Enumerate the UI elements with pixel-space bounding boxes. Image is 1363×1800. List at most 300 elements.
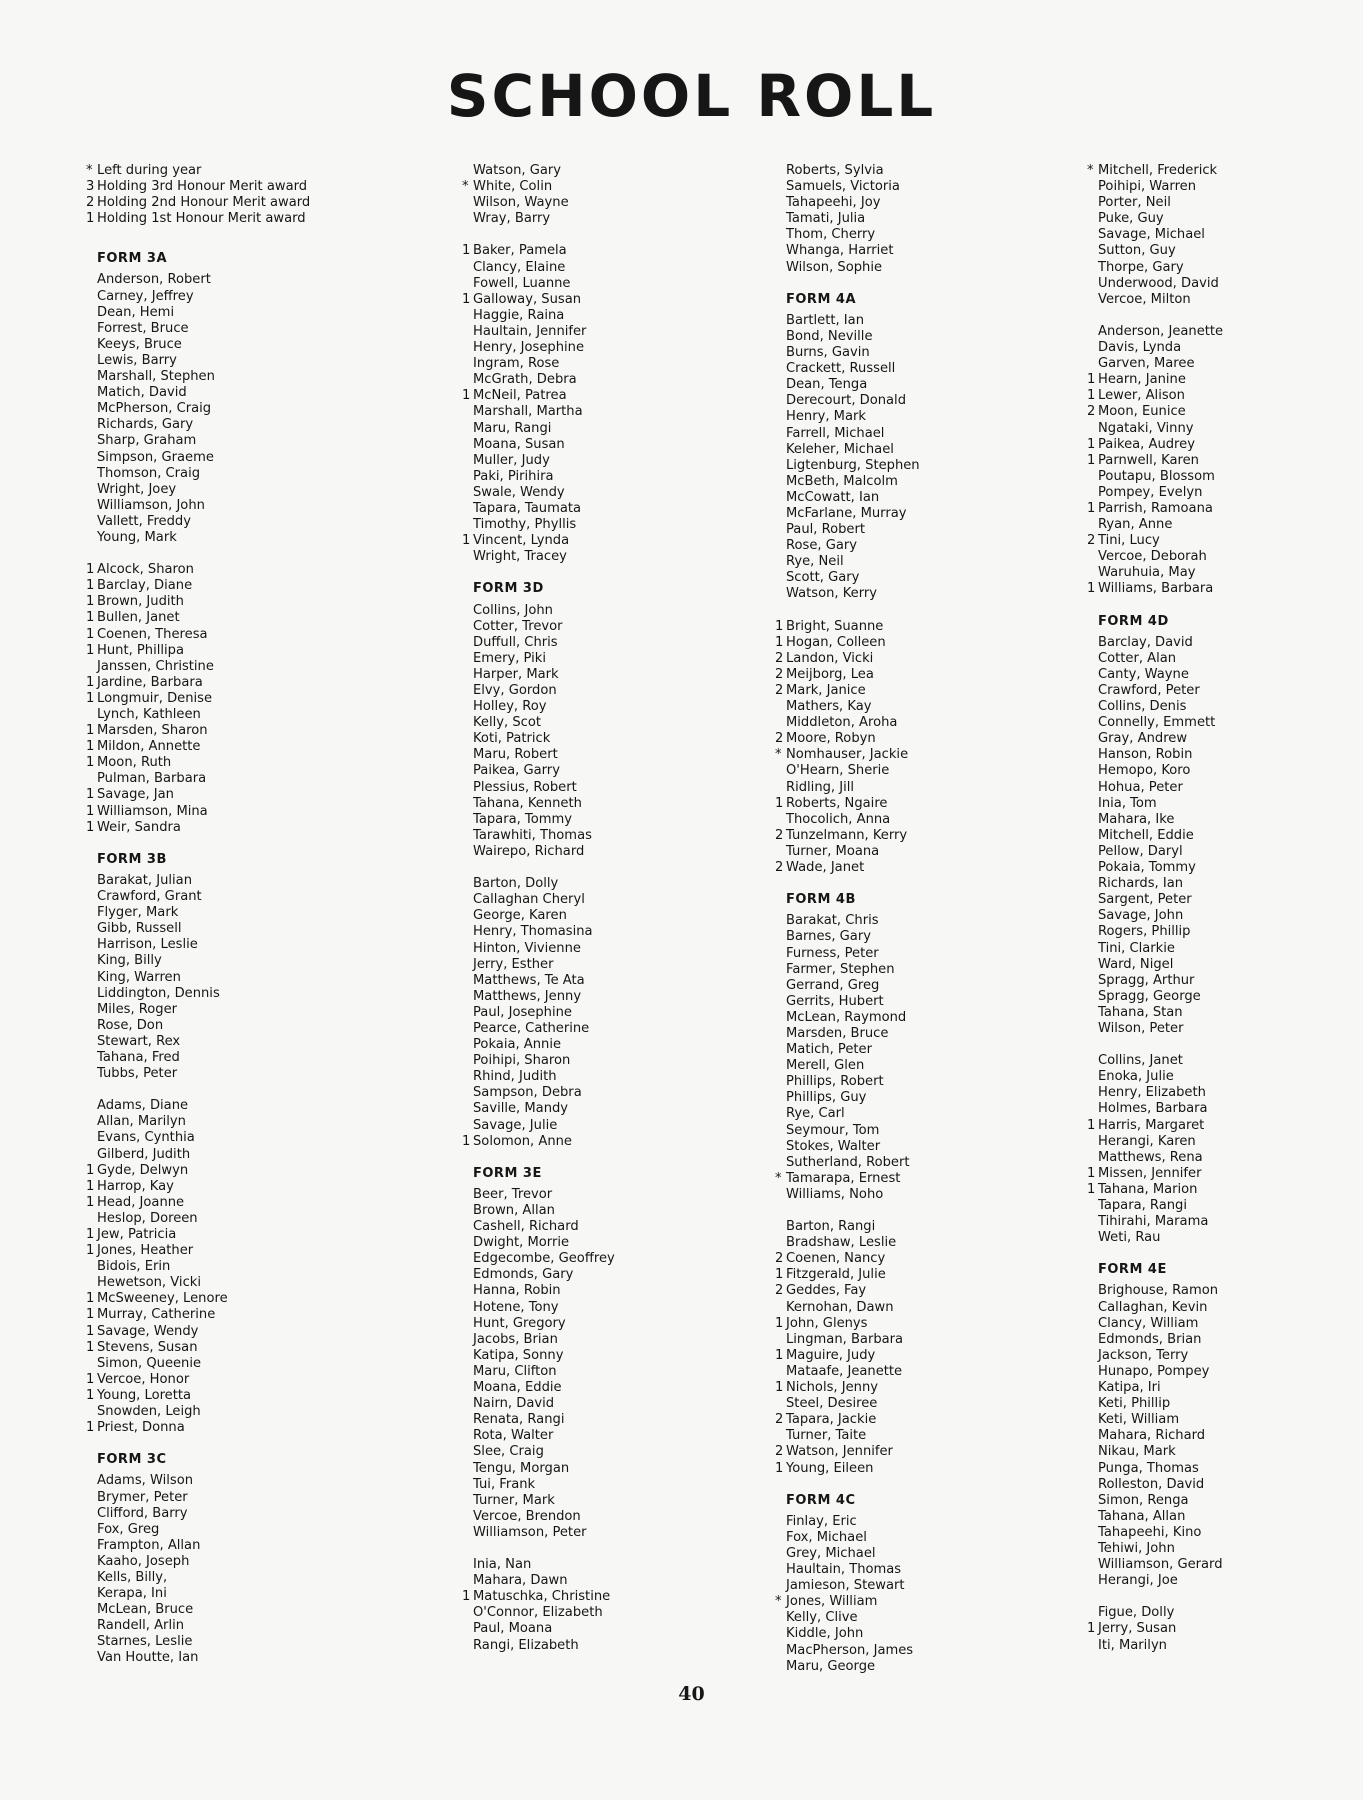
student-name: Haggie, Raina bbox=[473, 307, 565, 323]
student-name: Alcock, Sharon bbox=[97, 562, 194, 578]
form-heading: FORM 4B bbox=[786, 892, 856, 908]
student-entry bbox=[462, 1573, 762, 1589]
award-mark: 1 bbox=[86, 1323, 95, 1339]
student-entry bbox=[1087, 1283, 1363, 1299]
award-mark: 1 bbox=[462, 291, 471, 307]
student-entry bbox=[462, 1101, 762, 1117]
student-name: Lewer, Alison bbox=[1098, 388, 1185, 404]
student-name: Geddes, Fay bbox=[786, 1283, 867, 1299]
student-entry bbox=[462, 1461, 762, 1477]
student-entry bbox=[462, 683, 762, 699]
roll-column-3 bbox=[775, 163, 1075, 1675]
student-name: Sharp, Graham bbox=[97, 433, 197, 449]
student-entry bbox=[1087, 667, 1363, 683]
student-entry bbox=[86, 1538, 386, 1554]
student-entry bbox=[775, 1267, 1075, 1283]
award-mark: 1 bbox=[86, 1307, 95, 1323]
student-name: Roberts, Sylvia bbox=[786, 163, 884, 178]
student-entry bbox=[462, 276, 762, 292]
student-name: Callaghan, Kevin bbox=[1098, 1299, 1208, 1315]
student-entry bbox=[775, 1090, 1075, 1106]
student-entry bbox=[775, 812, 1075, 828]
student-name: Harper, Mark bbox=[473, 666, 559, 682]
student-entry bbox=[775, 1251, 1075, 1267]
student-name: Coenen, Nancy bbox=[786, 1251, 886, 1267]
student-entry bbox=[462, 747, 762, 763]
student-name: Barnes, Gary bbox=[786, 929, 871, 945]
student-entry bbox=[1087, 1573, 1363, 1589]
student-name: Tahana, Allan bbox=[1098, 1508, 1186, 1524]
student-name: Frampton, Allan bbox=[97, 1537, 201, 1553]
student-entry bbox=[462, 796, 762, 812]
student-entry bbox=[86, 739, 386, 755]
student-entry bbox=[775, 1106, 1075, 1122]
student-name: Dean, Tenga bbox=[786, 377, 868, 393]
student-entry bbox=[462, 941, 762, 957]
award-mark: 1 bbox=[1087, 1165, 1096, 1181]
student-name: Matich, Peter bbox=[786, 1042, 872, 1058]
student-name: Puke, Guy bbox=[1098, 211, 1164, 227]
student-name: Maru, Robert bbox=[473, 747, 558, 763]
roll-column-2 bbox=[462, 163, 762, 1654]
student-entry bbox=[462, 1251, 762, 1267]
student-entry bbox=[1087, 1300, 1363, 1316]
student-name: Moana, Susan bbox=[473, 436, 565, 452]
student-name: Fowell, Luanne bbox=[473, 275, 571, 291]
student-name: Flyger, Mark bbox=[97, 905, 179, 921]
award-mark: 1 bbox=[86, 610, 95, 626]
student-name: Steel, Desiree bbox=[786, 1396, 878, 1412]
student-name: Vincent, Lynda bbox=[473, 533, 570, 549]
student-entry bbox=[462, 844, 762, 860]
student-entry bbox=[775, 946, 1075, 962]
student-entry bbox=[775, 1058, 1075, 1074]
award-mark: 1 bbox=[86, 594, 95, 610]
student-name: Thocolich, Anna bbox=[786, 811, 891, 827]
student-entry bbox=[462, 780, 762, 796]
student-entry bbox=[775, 211, 1075, 227]
student-name: O'Connor, Elizabeth bbox=[473, 1605, 603, 1621]
student-name: Davis, Lynda bbox=[1098, 340, 1182, 356]
student-name: Jones, William bbox=[786, 1594, 878, 1610]
student-entry bbox=[1087, 924, 1363, 940]
student-entry bbox=[86, 1340, 386, 1356]
legend-text: Left during year bbox=[97, 163, 202, 178]
student-entry bbox=[775, 1042, 1075, 1058]
student-entry bbox=[775, 1300, 1075, 1316]
student-name: Porter, Neil bbox=[1098, 195, 1171, 211]
student-entry bbox=[462, 372, 762, 388]
student-entry bbox=[775, 962, 1075, 978]
student-entry bbox=[1087, 747, 1363, 763]
student-name: Young, Loretta bbox=[97, 1387, 192, 1403]
student-name: Wairepo, Richard bbox=[473, 843, 585, 859]
student-entry bbox=[1087, 780, 1363, 796]
student-entry bbox=[86, 1130, 386, 1146]
student-name: Jones, Heather bbox=[97, 1243, 194, 1259]
student-entry bbox=[1087, 501, 1363, 517]
student-name: Matthews, Te Ata bbox=[473, 972, 585, 988]
student-name: Watson, Gary bbox=[473, 163, 562, 178]
student-name: Marshall, Stephen bbox=[97, 369, 215, 385]
award-mark: 2 bbox=[775, 1251, 784, 1267]
student-entry bbox=[462, 292, 762, 308]
student-entry bbox=[86, 970, 386, 986]
student-entry bbox=[775, 667, 1075, 683]
student-name: Tahana, Marion bbox=[1098, 1181, 1198, 1197]
student-name: Seymour, Tom bbox=[786, 1122, 880, 1138]
form-heading: FORM 4A bbox=[786, 291, 857, 307]
form-heading: FORM 3C bbox=[97, 1452, 167, 1468]
student-name: Gerrits, Hubert bbox=[786, 993, 884, 1009]
student-entry bbox=[462, 1021, 762, 1037]
student-entry bbox=[1087, 860, 1363, 876]
student-name: Clancy, William bbox=[1098, 1315, 1199, 1331]
student-name: Figue, Dolly bbox=[1098, 1605, 1175, 1621]
student-name: Bradshaw, Leslie bbox=[786, 1235, 897, 1251]
student-name: Grey, Michael bbox=[786, 1545, 876, 1561]
student-name: Moana, Eddie bbox=[473, 1380, 562, 1396]
legend-text: Holding 3rd Honour Merit award bbox=[97, 179, 308, 195]
award-mark: 1 bbox=[86, 1162, 95, 1178]
student-name: Galloway, Susan bbox=[473, 291, 582, 307]
student-entry bbox=[1087, 908, 1363, 924]
student-name: Barakat, Julian bbox=[97, 872, 193, 888]
student-name: Poutapu, Blossom bbox=[1098, 468, 1215, 484]
student-name: Maru, George bbox=[786, 1658, 876, 1674]
student-entry bbox=[1087, 243, 1363, 259]
student-name: Snowden, Leigh bbox=[97, 1404, 201, 1420]
student-entry bbox=[1087, 1005, 1363, 1021]
student-name: King, Billy bbox=[97, 953, 162, 969]
student-name: Barclay, Diane bbox=[97, 578, 193, 594]
student-name: Hinton, Vivienne bbox=[473, 940, 581, 956]
student-entry bbox=[1087, 292, 1363, 308]
student-name: Harrison, Leslie bbox=[97, 937, 198, 953]
student-entry bbox=[86, 289, 386, 305]
award-mark: 1 bbox=[86, 674, 95, 690]
student-name: Harris, Margaret bbox=[1098, 1117, 1205, 1133]
student-name: Longmuir, Denise bbox=[97, 690, 213, 706]
student-entry bbox=[1087, 195, 1363, 211]
student-name: Waruhuia, May bbox=[1098, 565, 1196, 581]
student-name: Brown, Judith bbox=[97, 594, 184, 610]
student-entry bbox=[775, 929, 1075, 945]
student-name: Kelly, Clive bbox=[786, 1610, 858, 1626]
student-entry bbox=[462, 324, 762, 340]
student-entry bbox=[462, 211, 762, 227]
legend-text: Holding 1st Honour Merit award bbox=[97, 211, 306, 227]
legend-item bbox=[86, 163, 386, 179]
student-entry bbox=[1087, 388, 1363, 404]
student-name: Bright, Suanne bbox=[786, 618, 884, 634]
student-name: Rota, Walter bbox=[473, 1428, 554, 1444]
student-name: Burns, Gavin bbox=[786, 345, 870, 361]
student-entry bbox=[1087, 635, 1363, 651]
student-entry bbox=[775, 329, 1075, 345]
award-mark: 1 bbox=[1087, 452, 1096, 468]
student-entry bbox=[462, 1348, 762, 1364]
student-entry bbox=[462, 1005, 762, 1021]
student-name: Lynch, Kathleen bbox=[97, 707, 201, 722]
student-entry bbox=[86, 1050, 386, 1066]
student-entry bbox=[462, 549, 762, 565]
student-name: Moon, Ruth bbox=[97, 755, 172, 771]
award-mark: 1 bbox=[86, 819, 95, 835]
student-name: Tunzelmann, Kerry bbox=[786, 827, 908, 843]
student-entry bbox=[86, 1420, 386, 1436]
student-entry bbox=[86, 466, 386, 482]
student-name: Kelly, Scot bbox=[473, 715, 541, 731]
student-name: Wright, Tracey bbox=[473, 549, 567, 565]
student-name: Weir, Sandra bbox=[97, 819, 181, 835]
student-name: Middleton, Aroha bbox=[786, 715, 898, 731]
student-entry bbox=[1087, 1182, 1363, 1198]
student-name: Scott, Gary bbox=[786, 570, 860, 586]
student-entry bbox=[775, 442, 1075, 458]
student-name: Young, Eileen bbox=[786, 1460, 874, 1476]
student-name: Renata, Rangi bbox=[473, 1412, 565, 1428]
student-entry bbox=[462, 812, 762, 828]
student-name: Clancy, Elaine bbox=[473, 259, 566, 275]
student-name: Cotter, Alan bbox=[1098, 650, 1177, 666]
student-name: Inia, Nan bbox=[473, 1557, 532, 1573]
student-entry bbox=[1087, 517, 1363, 533]
student-name: Forrest, Bruce bbox=[97, 320, 189, 336]
student-entry bbox=[462, 876, 762, 892]
student-name: Collins, Denis bbox=[1098, 699, 1187, 715]
award-mark: 1 bbox=[775, 1380, 784, 1396]
student-name: Ridling, Jill bbox=[786, 779, 855, 795]
student-name: Furness, Peter bbox=[786, 945, 879, 961]
student-name: Baker, Pamela bbox=[473, 243, 567, 259]
student-name: Moon, Eunice bbox=[1098, 404, 1186, 420]
student-entry bbox=[775, 683, 1075, 699]
student-entry bbox=[86, 1211, 386, 1227]
student-entry bbox=[775, 828, 1075, 844]
student-name: Barakat, Chris bbox=[786, 913, 879, 929]
student-entry bbox=[462, 179, 762, 195]
student-name: Punga, Thomas bbox=[1098, 1460, 1199, 1476]
student-entry bbox=[775, 1461, 1075, 1477]
student-name: Kaaho, Joseph bbox=[97, 1553, 190, 1569]
student-entry bbox=[1087, 1396, 1363, 1412]
student-name: Lewis, Barry bbox=[97, 352, 177, 368]
student-name: Rogers, Phillip bbox=[1098, 924, 1191, 940]
student-entry bbox=[1087, 211, 1363, 227]
student-name: Hemopo, Koro bbox=[1098, 763, 1191, 779]
student-entry bbox=[775, 844, 1075, 860]
student-name: Starnes, Leslie bbox=[97, 1634, 193, 1650]
student-name: Heslop, Doreen bbox=[97, 1210, 198, 1226]
student-entry bbox=[86, 385, 386, 401]
award-mark: 1 bbox=[1087, 388, 1096, 404]
student-entry bbox=[462, 501, 762, 517]
student-name: Van Houtte, Ian bbox=[97, 1650, 199, 1666]
award-mark: 1 bbox=[86, 803, 95, 819]
student-entry bbox=[1087, 356, 1363, 372]
award-mark: 1 bbox=[1087, 1117, 1096, 1133]
student-entry bbox=[86, 1034, 386, 1050]
award-mark: 1 bbox=[462, 1133, 471, 1149]
student-entry bbox=[775, 1219, 1075, 1235]
student-name: Vercoe, Milton bbox=[1098, 291, 1191, 307]
student-name: Paikea, Audrey bbox=[1098, 436, 1195, 452]
student-name: Tini, Lucy bbox=[1098, 533, 1160, 549]
student-name: Henry, Mark bbox=[786, 409, 866, 425]
student-name: Phillips, Robert bbox=[786, 1074, 884, 1090]
student-name: Thomson, Craig bbox=[97, 465, 201, 481]
student-entry bbox=[86, 1179, 386, 1195]
student-entry bbox=[775, 994, 1075, 1010]
student-name: Tubbs, Peter bbox=[97, 1066, 178, 1082]
student-entry bbox=[462, 1444, 762, 1460]
student-entry bbox=[1087, 715, 1363, 731]
student-entry bbox=[1087, 941, 1363, 957]
student-name: Saville, Mandy bbox=[473, 1101, 569, 1117]
award-mark: 1 bbox=[1087, 372, 1096, 388]
student-name: Richards, Gary bbox=[97, 417, 194, 433]
student-entry bbox=[775, 474, 1075, 490]
student-entry bbox=[86, 498, 386, 514]
award-mark: 1 bbox=[86, 1194, 95, 1210]
student-entry bbox=[86, 1506, 386, 1522]
student-entry bbox=[462, 469, 762, 485]
student-entry bbox=[775, 1530, 1075, 1546]
student-entry bbox=[1087, 1134, 1363, 1150]
student-entry bbox=[775, 163, 1075, 179]
student-entry bbox=[1087, 1621, 1363, 1637]
student-entry bbox=[86, 986, 386, 1002]
student-name: Weti, Rau bbox=[1098, 1230, 1161, 1246]
student-entry bbox=[86, 337, 386, 353]
student-entry bbox=[462, 1380, 762, 1396]
student-entry bbox=[775, 538, 1075, 554]
student-entry bbox=[86, 771, 386, 787]
student-name: McBeth, Malcolm bbox=[786, 473, 898, 489]
student-entry bbox=[86, 1291, 386, 1307]
student-name: Ngataki, Vinny bbox=[1098, 420, 1194, 436]
student-name: Holley, Roy bbox=[473, 699, 547, 715]
student-name: Duffull, Chris bbox=[473, 634, 558, 650]
student-name: Mahara, Ike bbox=[1098, 811, 1175, 827]
award-mark: 1 bbox=[1087, 1181, 1096, 1197]
student-entry bbox=[775, 1594, 1075, 1610]
student-entry bbox=[462, 1396, 762, 1412]
student-name: Jew, Patricia bbox=[97, 1227, 177, 1242]
student-name: Williamson, John bbox=[97, 497, 205, 513]
award-mark: * bbox=[775, 747, 782, 763]
student-entry bbox=[86, 594, 386, 610]
student-name: Henry, Elizabeth bbox=[1098, 1085, 1206, 1101]
student-name: Randell, Arlin bbox=[97, 1618, 185, 1634]
award-mark: * bbox=[775, 1594, 782, 1610]
student-entry bbox=[462, 1589, 762, 1605]
student-name: Koti, Patrick bbox=[473, 731, 551, 747]
student-entry bbox=[775, 1428, 1075, 1444]
student-name: Brymer, Peter bbox=[97, 1489, 188, 1505]
student-entry bbox=[462, 1219, 762, 1235]
legend-item bbox=[86, 179, 386, 195]
student-entry bbox=[462, 1037, 762, 1053]
student-name: Katipa, Iri bbox=[1098, 1380, 1161, 1396]
award-mark: 1 bbox=[775, 634, 784, 650]
student-name: Meijborg, Lea bbox=[786, 666, 874, 682]
student-name: Tehiwi, John bbox=[1098, 1540, 1175, 1556]
award-mark: 2 bbox=[775, 666, 784, 682]
student-entry bbox=[1087, 1021, 1363, 1037]
form-heading: FORM 3E bbox=[473, 1165, 542, 1181]
student-entry bbox=[775, 1514, 1075, 1530]
student-entry bbox=[775, 1123, 1075, 1139]
student-entry bbox=[775, 780, 1075, 796]
student-name: Jerry, Esther bbox=[473, 956, 554, 972]
award-mark: * bbox=[1087, 163, 1094, 178]
student-name: Cotter, Trevor bbox=[473, 618, 563, 634]
student-name: Savage, John bbox=[1098, 908, 1184, 924]
student-entry bbox=[86, 530, 386, 546]
student-name: Jacobs, Brian bbox=[473, 1331, 558, 1347]
student-entry bbox=[1087, 1118, 1363, 1134]
student-entry bbox=[1087, 828, 1363, 844]
student-entry bbox=[462, 731, 762, 747]
student-name: Turner, Moana bbox=[786, 843, 880, 859]
student-entry bbox=[1087, 1525, 1363, 1541]
student-name: Hanna, Robin bbox=[473, 1283, 561, 1299]
student-entry bbox=[86, 353, 386, 369]
student-name: Plessius, Robert bbox=[473, 779, 577, 795]
student-entry bbox=[462, 828, 762, 844]
student-entry bbox=[1087, 812, 1363, 828]
student-name: Nairn, David bbox=[473, 1396, 555, 1412]
student-entry bbox=[775, 1332, 1075, 1348]
student-name: Brown, Allan bbox=[473, 1203, 555, 1218]
student-entry bbox=[462, 421, 762, 437]
student-name: Fox, Greg bbox=[97, 1521, 160, 1537]
student-entry bbox=[1087, 1541, 1363, 1557]
award-mark: 1 bbox=[462, 388, 471, 404]
student-entry bbox=[462, 404, 762, 420]
student-entry bbox=[775, 1316, 1075, 1332]
student-name: Savage, Julie bbox=[473, 1117, 558, 1133]
student-entry bbox=[775, 978, 1075, 994]
student-name: Henry, Thomasina bbox=[473, 924, 593, 940]
student-entry bbox=[462, 308, 762, 324]
student-name: Pokaia, Tommy bbox=[1098, 860, 1196, 876]
award-mark: 1 bbox=[1087, 500, 1096, 516]
student-entry bbox=[86, 1114, 386, 1130]
legend-text: Holding 2nd Honour Merit award bbox=[97, 195, 311, 211]
student-entry bbox=[775, 361, 1075, 377]
student-entry bbox=[86, 401, 386, 417]
student-name: McGrath, Debra bbox=[473, 372, 577, 388]
student-entry bbox=[462, 356, 762, 372]
student-name: Rolleston, David bbox=[1098, 1476, 1205, 1492]
form-heading: FORM 3B bbox=[97, 851, 167, 867]
student-entry bbox=[1087, 581, 1363, 597]
student-name: Matuschka, Christine bbox=[473, 1589, 611, 1605]
student-name: Tahana, Fred bbox=[97, 1049, 180, 1065]
student-entry bbox=[462, 1412, 762, 1428]
student-name: Thom, Cherry bbox=[786, 227, 876, 243]
student-name: Richards, Ian bbox=[1098, 876, 1184, 892]
student-name: Connelly, Emmett bbox=[1098, 715, 1216, 731]
student-name: Coenen, Theresa bbox=[97, 626, 208, 642]
student-entry bbox=[775, 1283, 1075, 1299]
student-entry bbox=[1087, 1493, 1363, 1509]
student-name: Maguire, Judy bbox=[786, 1347, 876, 1363]
award-mark: 1 bbox=[462, 533, 471, 549]
